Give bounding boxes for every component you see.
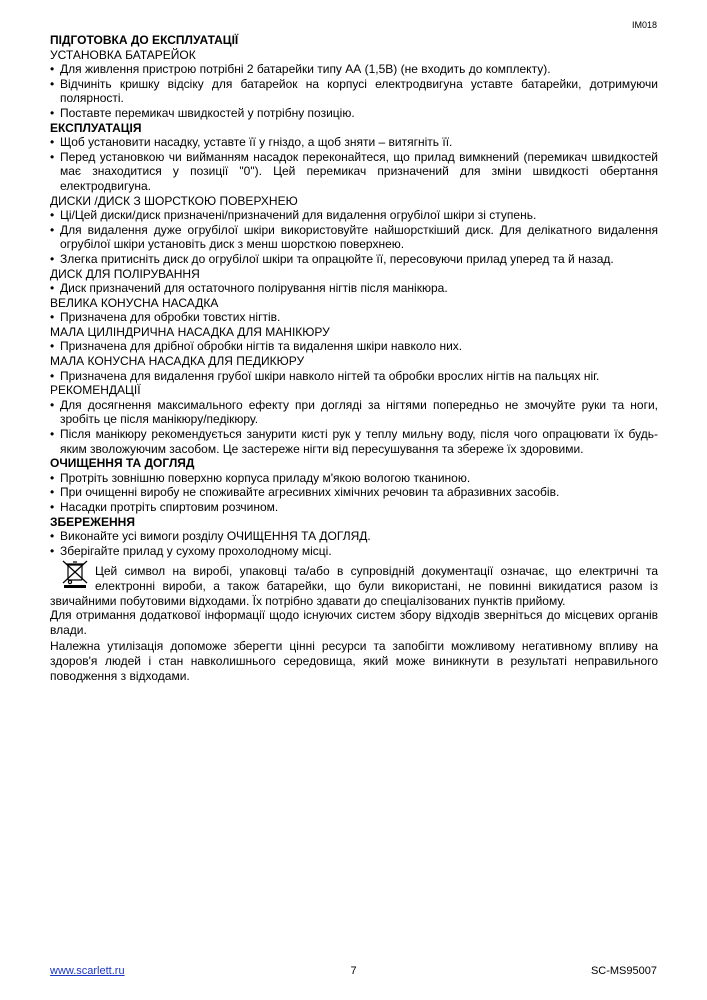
bullet-list <box>50 208 658 266</box>
list-item: • Після манікюру рекомендується занурити кисті рук у теплу мильну воду, після чого опрацювати їх будь-яким зволожуючим засобом. Це застереже нігти від пересушування та збереже їх здоровими. <box>50 427 658 456</box>
bullet-list <box>50 471 658 515</box>
list-item: • Насадки протріть спиртовим розчином. <box>50 500 658 515</box>
bullet-list <box>50 529 658 558</box>
list-item: • Протріть зовнішню поверхню корпуса приладу м'якою вологою тканиною. <box>50 471 658 486</box>
weee-text: Цей символ на виробі, упаковці та/або в супровідній документації означає, що електричні та електронні вироби, а також батарейки, що були використані, не повинні викидатися разом із звичайними побутовими відходами. Їх потрібно здавати до спеціалізованих пунктів прийому. <box>50 564 658 608</box>
page-number: 7 <box>350 965 357 977</box>
disposal-paragraph: Належна утилізація допоможе зберегти цінні ресурси та запобігти можливому негативному впливу на здоров'я людей і стан навколишнього середовища, який може виникнути в результаті неправильного поводження з відходами. <box>50 639 658 683</box>
list-item: • Диск призначений для остаточного полірування нігтів після манікюра. <box>50 281 658 296</box>
list-item: • Злегка притисніть диск до огрубілої шкіри та опрацюйте її, пересовуючи прилад уперед та й назад. <box>50 252 658 267</box>
bullet-list <box>50 135 658 193</box>
section-heading: ПІДГОТОВКА ДО ЕКСПЛУАТАЦІЇ <box>50 33 239 47</box>
list-item: • Для видалення дуже огрубілої шкіри використовуйте найшорсткіший диск. Для делікатного видалення огрубілої шкіри установіть диск з менш шорсткою поверхнею. <box>50 223 658 252</box>
subsection-heading: МАЛА ЦИЛІНДРИЧНА НАСАДКА ДЛЯ МАНІКЮРУ <box>50 324 330 339</box>
bullet-list <box>50 339 658 354</box>
list-item: • При очищенні виробу не споживайте агресивних хімічних речовин та абразивних засобів. <box>50 485 658 500</box>
subsection-heading: УСТАНОВКА БАТАРЕЙОК <box>50 47 196 62</box>
bullet-list <box>50 369 658 384</box>
subsection-heading: ВЕЛИКА КОНУСНА НАСАДКА <box>50 295 219 310</box>
info-paragraph: Для отримання додаткової інформації щодо існуючих систем збору відходів зверніться до місцевих органів влади. <box>50 608 658 637</box>
list-item: • Перед установкою чи вийманням насадок переконайтеся, що прилад вимкнений (перемикач швидкостей має знаходитися у позиції "0"). Цей перемикач призначений для зміни швидкості обертання електродвигуна. <box>50 150 658 194</box>
list-item: • Ці/Цей диски/диск призначені/призначений для видалення огрубілої шкіри зі ступень. <box>50 208 658 223</box>
subsection-heading: ДИСК ДЛЯ ПОЛІРУВАННЯ <box>50 266 200 281</box>
list-item: • Виконайте усі вимоги розділу ОЧИЩЕННЯ ТА ДОГЛЯД. <box>50 529 658 544</box>
document-code: IM018 <box>631 20 657 30</box>
model-number: SC-MS95007 <box>590 965 657 977</box>
list-item: • Призначена для дрібної обробки нігтів та видалення шкіри навколо них. <box>50 339 658 354</box>
subsection-heading: ДИСКИ /ДИСК З ШОРСТКОЮ ПОВЕРХНЕЮ <box>50 193 298 208</box>
section-heading: ЗБЕРЕЖЕННЯ <box>50 514 135 529</box>
website-link[interactable]: www.scarlett.ru <box>50 965 125 977</box>
bullet-list <box>50 281 658 296</box>
subsection-heading: МАЛА КОНУСНА НАСАДКА ДЛЯ ПЕДИКЮРУ <box>50 354 305 369</box>
list-item: • Щоб установити насадку, уставте її у гніздо, а щоб зняти – витягніть її. <box>50 135 658 150</box>
crossed-out-wheelie-bin-icon <box>55 559 95 589</box>
instruction-sections <box>50 33 658 558</box>
weee-notice <box>50 564 658 608</box>
list-item: • Поставте перемикач швидкостей у потрібну позицію. <box>50 106 658 121</box>
bullet-list <box>50 398 658 456</box>
subsection-heading: РЕКОМЕНДАЦІЇ <box>50 383 141 398</box>
bullet-list <box>50 62 658 120</box>
document-body <box>50 33 658 683</box>
section-heading: ОЧИЩЕННЯ ТА ДОГЛЯД <box>50 456 195 471</box>
list-item: • Зберігайте прилад у сухому прохолодному місці. <box>50 544 658 559</box>
list-item: • Для досягнення максимального ефекту при догляді за нігтями попередньо не змочуйте руки та ноги, зробіть це після манікюру/педікюру. <box>50 398 658 427</box>
section-heading: ЕКСПЛУАТАЦІЯ <box>50 120 142 135</box>
list-item: • Відчиніть кришку відсіку для батарейок на корпусі електродвигуна уставте батарейки, дотримуючи полярності. <box>50 77 658 106</box>
list-item: • Призначена для видалення грубої шкіри навколо нігтей та обробки врослих нігтів на пальцях ніг. <box>50 369 658 384</box>
bullet-list <box>50 310 658 325</box>
list-item: • Для живлення пристрою потрібні 2 батарейки типу АА (1,5В) (не входить до комплекту). <box>50 62 658 77</box>
list-item: • Призначена для обробки товстих нігтів. <box>50 310 658 325</box>
